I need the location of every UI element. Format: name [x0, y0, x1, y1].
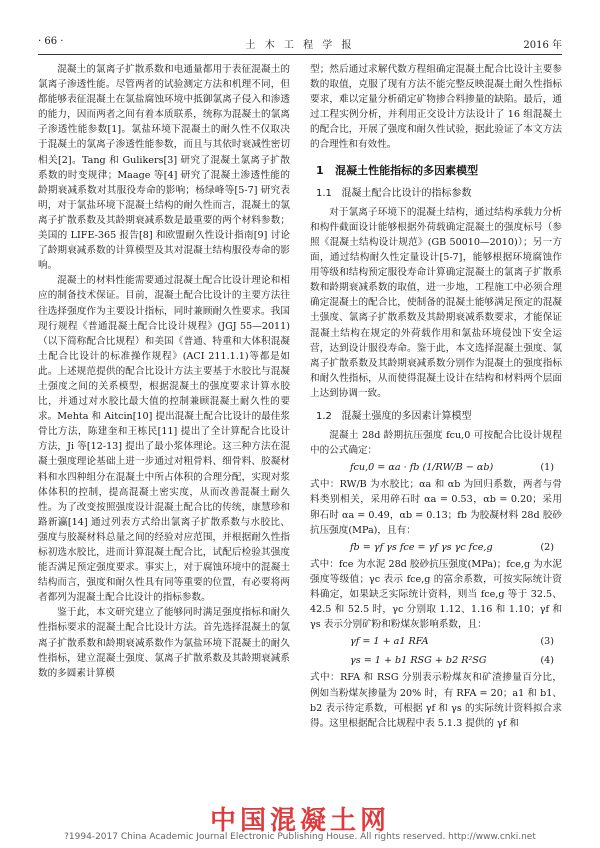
paragraph: 混凝土的氯离子扩散系数和电通量都用于表征混凝土的氯离子渗透性能。尽管两者的试验测定方法和机理不同，但都能够表征混凝土在氯盐腐蚀环境中抵御氯离子侵入和渗透的能力，因而两者之间有着本质联系，统称为混凝土的氯离子渗透性能参数[1]。氯盐环境下混凝土的耐久性不仅取决于混凝土的氯离子渗透性能参数，而且与其依时衰减性密切相关[2]。Tang 和 Gulikers[3] 研究了混凝土氯离子扩散系数的时变规律；Maage 等[4] 研究了混凝土渗透性能的龄期衰减系数对其服役寿命的影响；杨绿峰等[5-7] 研究表明，对于氯盐环境下混凝土结构的耐久性而言，混凝土的氯离子扩散系数及其龄期衰减系数是最重要的两个材料参数；美国的 LIFE-365 报告[8] 和欧盟耐久性设计指南[9] 讨论了龄期衰减系数的计算模型及其对混凝土结构服役寿命的影响。: [38, 64, 290, 272]
paragraph: 式中：RFA 和 RSG 分别表示粉煤灰和矿渣掺量百分比，例如当粉煤灰掺量为 20% 时，有 RFA = 20；a1 和 b1、b2 表示待定系数，可根据 γf 和 γs 的实际统计资料拟合求得。这里根据配合比规程中表 5.1.3 提供的 γf 和: [310, 672, 562, 729]
equation-formula: γs = 1 + b1 RSG + b2 R²SG: [350, 655, 487, 667]
equation-formula: fcu,0 = αa · fb (1/RW/B − αb): [350, 462, 494, 474]
right-column: [310, 62, 562, 731]
equation-1: [310, 458, 562, 477]
equation-number: (1): [540, 462, 554, 474]
equation-formula: γf = 1 + a1 RFA: [350, 636, 429, 648]
section-number: 1: [316, 163, 324, 177]
paragraph: 混凝土 28d 龄期抗压强度 fcu,0 可按配合比设计规程中的公式确定：: [310, 430, 562, 457]
section-title: 混凝土配合比设计的指标参数: [341, 187, 472, 199]
section-title: 混凝土性能指标的多因素模型: [335, 163, 479, 177]
section-heading-1-2: [316, 409, 562, 424]
equation-4: [310, 651, 562, 670]
publication-year: 2016 年: [523, 40, 562, 51]
page-number: · 66 ·: [38, 36, 64, 47]
journal-title: 土 木 工 程 学 报: [245, 40, 355, 51]
equation-3: [310, 632, 562, 651]
equation-number: (2): [540, 541, 554, 553]
section-heading-1-1: [316, 186, 562, 201]
section-number: 1.2: [316, 410, 332, 422]
watermark: 中国混凝土网: [209, 806, 390, 836]
paragraph: 混凝土的材料性能需要通过混凝土配合比设计理论和相应的制备技术保证。目前，混凝土配合比设计的主要方法往往选择强度作为主要设计指标，同时兼顾耐久性要求。我国现行规程《普通混凝土配合比设计规程》(JGJ 55—2011)（以下简称配合比规程）和美国《普通、特重和大体积混凝土配合比设计的标准操作规程》(ACI 211.1.1)等都是如此。上述规范提供的配合比设计方法主要基于水胶比与混凝土强度之间的关系模型，根据混凝土的强度要求计算水胶比，并通过对水胶比最大值的控制兼顾混凝土耐久性的要求。Mehta 和 Aitcin[10] 提出混凝土配合比设计的最佳浆骨比方法，陈建奎和王栋民[11] 提出了全计算配合比设计方法，Ji 等[12-13] 提出了最小浆体理论。这三种方法在混凝土强度理论基础上进一步通过对粗骨料、细骨料、胶凝材料和水四种组分在混凝土中所占体积的合理分配，实现对浆体体积的控制，提高混凝土密实度，从而改善混凝土耐久性。为了改变按照强度设计混凝土配合比的传统，康慧珍和路新瀛[14] 通过列表方式给出氯离子扩散系数与水胶比、强度与胶凝材料总量之间的经验对应范围，并根据耐久性指标初选水胶比，进而计算混凝土配合比，试配后检验其强度能否满足预定强度要求。事实上，对于腐蚀环境中的混凝土结构而言，强度和耐久性具有同等重要的位置，有必要将两者都列为混凝土配合比设计的指标参数。: [38, 275, 290, 604]
left-column: [38, 62, 290, 681]
section-number: 1.1: [316, 187, 332, 199]
copyright-footer: ?1994-2017 China Academic Journal Electronic Publishing House. All rights reserved. http://www.cnki.net: [64, 832, 536, 842]
section-heading-1: [316, 163, 562, 178]
paragraph: 型；然后通过求解代数方程组确定混凝土配合比设计主要参数的取值，克服了现有方法不能完整反映混凝土耐久性指标要求，难以定量分析硝定矿物掺合料掺量的缺陷。最后，通过工程实例分析，并利用正交设计方法设计了 16 组混凝土的配合比，开展了强度和耐久性试验，据此验证了本文方法的合理性和有效性。: [310, 64, 562, 151]
paragraph: 鉴于此，本文研究建立了能够同时满足强度指标和耐久性指标要求的混凝土配合比设计方法。首先选择混凝土的氯离子扩散系数和龄期衰减系数作为氯盐环境下混凝土的耐久性指标，建立混凝土强度、氯离子扩散系数及其龄期衰减系数的多圆素计算模: [38, 607, 290, 679]
header-rule: [38, 54, 562, 55]
equation-formula: fb = γf γs fce = γf γs γc fce,g: [350, 541, 493, 553]
page-header: [38, 34, 562, 52]
equation-number: (4): [540, 655, 554, 667]
paragraph: 对于氯离子环境下的混凝土结构，通过结构承载力分析和构件截面设计能够根据外荷载确定混凝土的强度标号（参照《混凝土结构设计规范》(GB 50010—2010)）；另一方面，通过结构耐久性定量设计[5-7]，能够根据环境腐蚀作用等级和结构预定服役寿命计算确定混凝土的氯离子扩散系数和龄期衰减系数的取值，进一步地，工程施工中必须合理确定混凝土的配合比，使制备的混凝土能够满足预定的混凝土强度、氯离子扩散系数及其龄期衰减系数要求，才能保证混凝土结构在规定的外荷载作用和氯盐环境侵蚀下安全运营，达到设计服役寿命。鉴于此，本文选择混凝土强度、氯离子扩散系数及其龄期衰减系数分别作为混凝土的强度指标和耐久性指标，从而使得混凝土设计在结构和材料两个层面上达到协调一致。: [310, 206, 562, 399]
section-title: 混凝土强度的多因素计算模型: [341, 410, 472, 422]
paragraph: 式中：RW/B 为水胶比；αa 和 αb 为回归系数，两者与骨料类别相关，采用碎石时 αa = 0.53，αb = 0.20；采用卵石时 αa = 0.49，αb = 0.13；fb 为胶凝材料 28d 胶砂抗压强度(MPa)，且有：: [310, 479, 562, 536]
equation-number: (3): [540, 636, 554, 648]
paragraph: 式中：fce 为水泥 28d 胶砂抗压强度(MPa)；fce,g 为水泥强度等级值；γc 表示 fce,g 的富余系数，可按实际统计资料确定，如果缺乏实际统计资料，则当 fce,g 等于 32.5、42.5 和 52.5 时，γc 分别取 1.12、1.16 和 1.10；γf 和 γs 表示分别矿粉和粉煤灰影响系数，且：: [310, 558, 562, 631]
equation-2: [310, 538, 562, 557]
